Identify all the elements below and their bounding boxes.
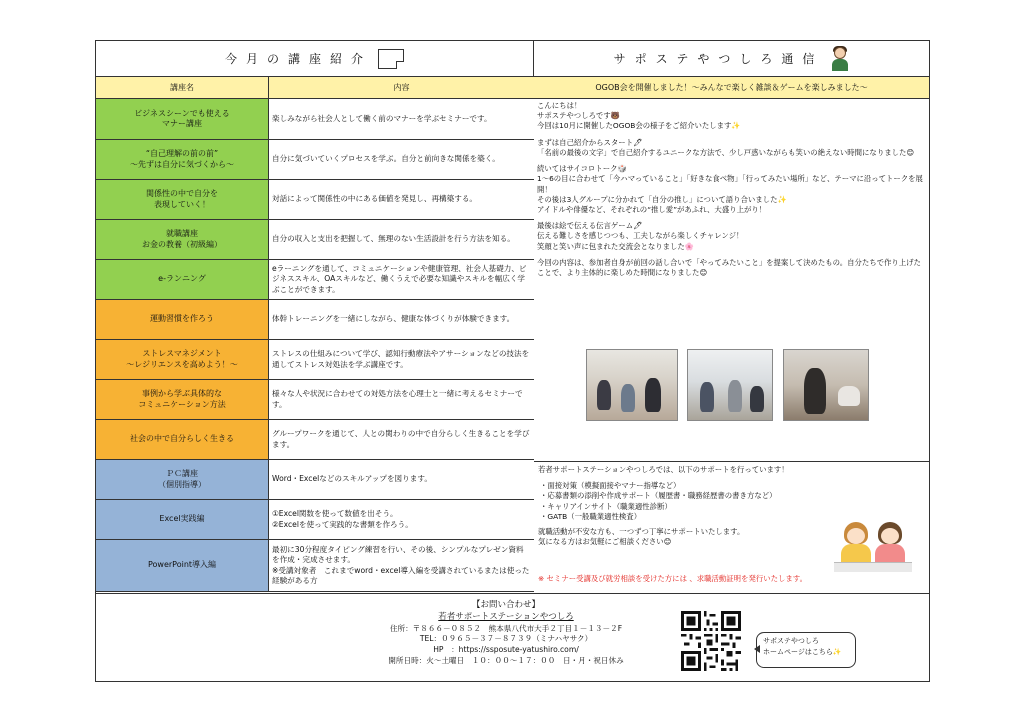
course-name: 就職講座 お金の教養（初級編）	[96, 220, 269, 259]
course-description: 様々な人や状況に合わせての対処方法を心理士と一緒に考えるセミナーです。	[272, 389, 523, 409]
col-course-name: 講座名	[96, 77, 269, 98]
event-paragraph: 今回の内容は、参加者自身が前回の話し合いで「やってみたいこと」を提案して決めたもの。自分たちで作り上げたことで、より主体的に楽しめた時間になりました😊	[537, 257, 921, 278]
table-row	[96, 180, 534, 220]
contact-title: 【お問い合わせ】	[471, 600, 540, 610]
event-paragraph: こんにちは！ サポステやつしろです🐻 今回は10月に開催したOGOB会の様子をご紹介いたします✨	[537, 101, 741, 131]
course-name: 関係性の中で自分を 表現していく！	[96, 180, 269, 219]
course-name: ストレスマネジメント ～レジリエンスを高めよう！～	[96, 340, 269, 379]
certificate-note: ※ セミナー受講及び就労相談を受けた方には 、求職活動証明を発行いたします。	[538, 574, 807, 583]
course-description: 自分に気づいていくプロセスを学ぶ。自分と前向きな関係を築く。	[272, 154, 500, 164]
table-row	[96, 140, 534, 180]
qr-code-icon[interactable]	[681, 611, 741, 671]
table-row	[96, 260, 534, 300]
support-list: ・面接対策（模擬面接やマナー指導など） ・応募書類の添削や作成サポート（履歴書・職務経歴書の書き方など） ・キャリアインサイト（職業適性診断） ・GATB（一般職業適性検査）	[540, 481, 777, 521]
course-name: ＰＣ講座 （個別指導）	[96, 460, 269, 499]
opening-hours: 開所日時：火～土曜日 １０：００～１７：００ 日・月・祝日休み	[388, 655, 624, 665]
table-row	[96, 500, 534, 540]
support-services	[534, 462, 929, 593]
table-row	[96, 420, 534, 460]
staff-avatar-icon	[831, 47, 849, 71]
table-row	[96, 380, 534, 420]
event-paragraph: まずは自己紹介からスタート🖊 「名前の最後の文字」で自己紹介するユニークな方法で、少し戸惑いながらも笑いの絶えない時間になりました😊	[537, 137, 915, 157]
course-name: 事例から学ぶ具体的な コミュニケーション方法	[96, 380, 269, 419]
event-photo	[783, 349, 869, 421]
flyer-sheet	[95, 40, 930, 682]
contact-info	[336, 600, 676, 666]
course-description: 体幹トレーニングを一緒にしながら、健康な体づくりが体験できます。	[272, 314, 515, 324]
table-row	[96, 300, 534, 340]
col-content: 内容	[393, 83, 410, 92]
table-header	[96, 77, 534, 99]
table-row	[96, 340, 534, 380]
event-photo	[586, 349, 678, 421]
course-description: 最初に30分程度タイピング練習を行い、その後、シンプルなプレゼン資料を作成・完成させます。 ※受講対象者 これまでword・excel導入編を受講されているまたは使った経験がある方	[272, 545, 530, 585]
course-name: Excel実践編	[96, 500, 269, 539]
support-closing: 就職活動が不安な方も、一つずつ丁寧にサポートいたします。 気になる方はお気軽にご相談ください😊	[538, 527, 745, 547]
staff-illustration	[834, 522, 912, 574]
course-name: 運動習慣を作ろう	[96, 300, 269, 339]
course-name: e-ランニング	[96, 260, 269, 299]
course-name: PowerPoint導入編	[96, 540, 269, 591]
phone: TEL：０９６５－３７－８７３９（ミナハヤサク）	[419, 634, 593, 644]
course-description: Word・Excelなどのスキルアップを図ります。	[272, 474, 432, 484]
header-course-intro	[96, 41, 534, 77]
course-description: eラーニングを通して、コミュニケーションや健康管理、社会人基礎力、ビジネススキル、OAスキルなど、働くうえで必要な知識やスキルを幅広く学ぶことができます。	[272, 264, 527, 294]
course-intro-title: 今月の講座紹介	[224, 52, 372, 66]
event-photo	[687, 349, 773, 421]
course-description: グループワークを通じて、人との関わりの中で自分らしく生きることを学びます。	[272, 429, 530, 449]
table-row	[96, 540, 534, 592]
course-description: 自分の収入と支出を把握して、無理のない生活設計を行う方法を知る。	[272, 234, 515, 244]
notepad-icon	[378, 49, 404, 69]
footer-contact	[96, 593, 929, 681]
address: 住所：〒８６６－０８５２ 熊本県八代市大手２丁目１－１３－２F	[389, 623, 623, 633]
homepage-link[interactable]: HP ：https://ssposute-yatushiro.com/	[433, 645, 579, 655]
homepage-callout: サポステやつしろ ホームページはこちら✨	[756, 632, 856, 668]
course-description: 対話によって関係性の中にある価値を発見し、再構築する。	[272, 194, 478, 204]
event-paragraph: 続いてはサイコロトーク🎲 1～6の目に合わせて「今ハマっていること」「好きな食べ物」「行ってみたい場所」など、テーマに沿ってトークを展開！ その後は3人グループに分かれて「自分の推し」について語り合いました✨ アイドルや俳優など、それぞれの“推し愛”があふれ、大盛り上がり！	[537, 164, 923, 214]
course-description: ストレスの仕組みについて学び、認知行動療法やアサーションなどの技法を通してストレス対処法を学ぶ講座です。	[272, 349, 530, 369]
event-report	[534, 99, 929, 462]
event-title: OGOB会を開催しました！～みんなで楽しく雑談＆ゲームを楽しみました～	[534, 77, 929, 99]
event-photos	[534, 349, 929, 429]
newsletter-title: サポステやつしろ通信	[613, 52, 824, 66]
table-row	[96, 220, 534, 260]
table-row	[96, 99, 534, 140]
event-paragraph: 最後は絵で伝える伝言ゲーム🖊 伝える難しさを感じつつも、工夫しながら楽しくチャレンジ！ 笑顔と笑い声に包まれた交流会となりました🌸	[537, 221, 744, 251]
course-description: 楽しみながら社会人として働く前のマナーを学ぶセミナーです。	[272, 113, 492, 123]
course-name: “自己理解の前の前” ～先ずは自分に気づくから～	[96, 140, 269, 179]
table-row	[96, 460, 534, 500]
organization-name: 若者サポートステーションやつしろ	[438, 611, 574, 622]
course-name: 社会の中で自分らしく生きる	[96, 420, 269, 459]
header-newsletter	[534, 41, 929, 77]
course-table	[96, 77, 534, 592]
course-name: ビジネスシーンでも使える マナー講座	[96, 99, 269, 139]
course-description: ①Excel関数を使って数値を出そう。 ②Excelを使って実践的な書類を作ろう。	[272, 509, 413, 529]
support-intro: 若者サポートステーションやつしろでは、以下のサポートを行っています！	[538, 465, 789, 474]
